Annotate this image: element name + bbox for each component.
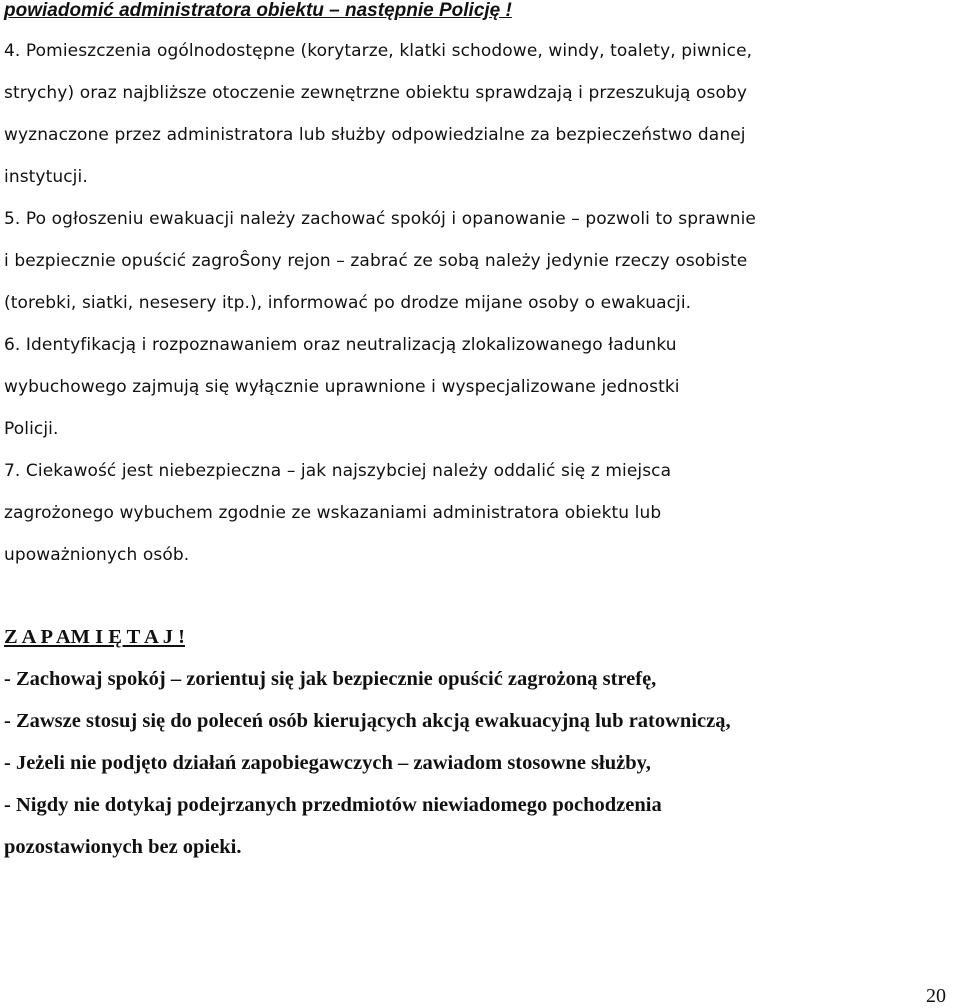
heading-fragment: powiadomić administratora obiektu – następnie Policję ! <box>4 0 512 21</box>
paragraph-line: i bezpiecznie opuścić zagroŜony rejon – zabrać ze sobą należy jedynie rzeczy osobiste <box>4 251 748 271</box>
paragraph-line: instytucji. <box>4 167 88 187</box>
paragraph-line: wyznaczone przez administratora lub służby odpowiedzialne za bezpieczeństwo danej <box>4 125 746 145</box>
paragraph-line: Policji. <box>4 419 59 439</box>
bullet-item: - Jeżeli nie podjęto działań zapobiegawczych – zawiadom stosowne służby, <box>4 752 651 774</box>
paragraph-line: upoważnionych osób. <box>4 545 190 565</box>
page-number: 20 <box>926 985 946 1007</box>
paragraph-line: 5. Po ogłoszeniu ewakuacji należy zachować spokój i opanowanie – pozwoli to sprawnie <box>4 209 756 229</box>
bullet-item: - Zawsze stosuj się do poleceń osób kierujących akcją ewakuacyjną lub ratowniczą, <box>4 710 731 732</box>
paragraph-line: wybuchowego zajmują się wyłącznie uprawnione i wyspecjalizowane jednostki <box>4 377 680 397</box>
paragraph-line: 7. Ciekawość jest niebezpieczna – jak najszybciej należy oddalić się z miejsca <box>4 461 672 481</box>
bullet-item: pozostawionych bez opieki. <box>4 836 242 858</box>
paragraph-line: 4. Pomieszczenia ogólnodostępne (korytarze, klatki schodowe, windy, toalety, piwnice, <box>4 41 753 61</box>
paragraph-line: (torebki, siatki, nesesery itp.), informować po drodze mijane osoby o ewakuacji. <box>4 293 692 313</box>
bullet-item: - Nigdy nie dotykaj podejrzanych przedmiotów niewiadomego pochodzenia <box>4 794 662 816</box>
paragraph-line: 6. Identyfikacją i rozpoznawaniem oraz neutralizacją zlokalizowanego ładunku <box>4 335 677 355</box>
remember-heading: Z A P AM I Ę T A J ! <box>4 626 185 648</box>
paragraph-line: zagrożonego wybuchem zgodnie ze wskazaniami administratora obiektu lub <box>4 503 662 523</box>
paragraph-line: strychy) oraz najbliższe otoczenie zewnętrzne obiektu sprawdzają i przeszukują osoby <box>4 83 748 103</box>
bullet-item: - Zachowaj spokój – zorientuj się jak bezpiecznie opuścić zagrożoną strefę, <box>4 668 657 690</box>
